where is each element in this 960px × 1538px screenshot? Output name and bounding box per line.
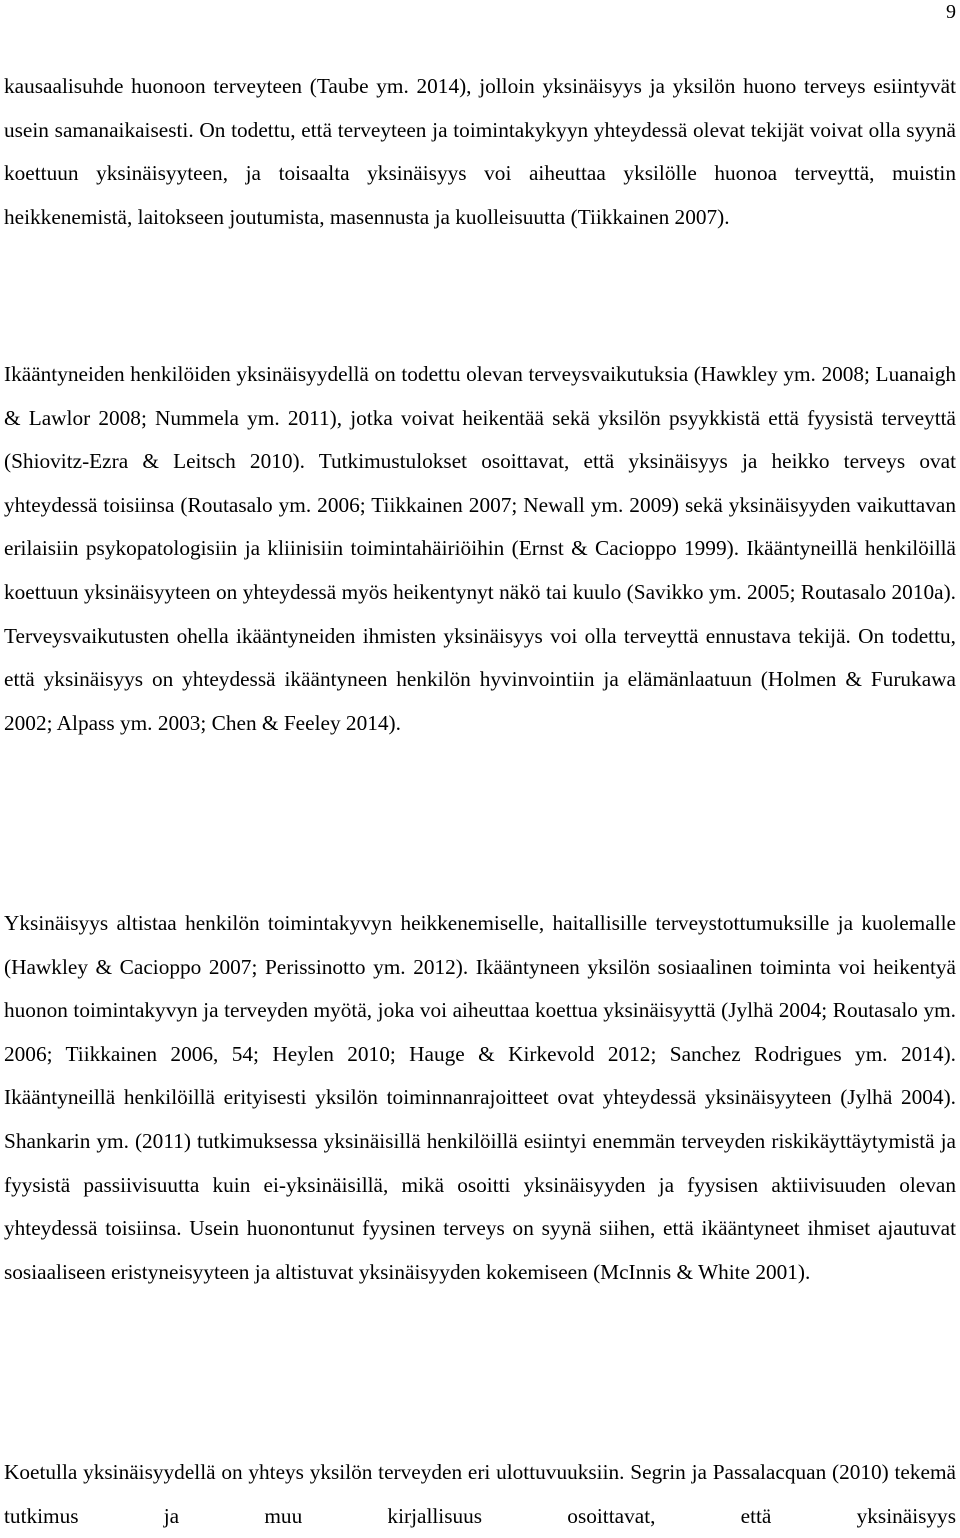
paragraph-3: Yksinäisyys altistaa henkilön toimintakyvyn heikkenemiselle, haitallisille terveystottumuksille ja kuolemalle (Hawkley & Cacioppo 2007; Perissinotto ym. 2012). Ikääntyneen yksilön sosiaalinen toiminta voi heikentyä huonon toimintakyvyn ja terveyden myötä, joka voi aiheuttaa koettua yksinäisyyttä (Jylhä 2004; Routasalo ym. 2006; Tiikkainen 2006, 54; Heylen 2010; Hauge & Kirkevold 2012; Sanchez Rodrigues ym. 2014). Ikääntyneillä henkilöillä erityisesti yksilön toiminnanrajoitteet ovat yhteydessä yksinäisyyteen (Jylhä 2004). Shankarin ym. (2011) tutkimuksessa yksinäisillä henkilöillä esiintyi enemmän terveyden riskikäyttäytymistä ja fyysistä passiivisuutta kuin ei-yksinäisillä, mikä osoitti yksinäisyyden ja fyysisen aktiivisuuden olevan yhteydessä toisiinsa. Usein huonontunut fyysinen terveys on syynä siihen, että ikääntyneet ihmiset ajautuvat sosiaaliseen eristyneisyyteen ja altistuvat yksinäisyyden kokemiseen (McInnis & White 2001). — [4, 911, 956, 1284]
paragraph-4: Koetulla yksinäisyydellä on yhteys yksilön terveyden eri ulottuvuuksiin. Segrin ja Passalacquan (2010) tekemä tutkimus ja muu kirjallisuus osoittavat, että yksinäisyys — [4, 1460, 956, 1528]
page-number: 9 — [946, 1, 956, 23]
paragraph-1: kausaalisuhde huonoon terveyteen (Taube ym. 2014), jolloin yksinäisyys ja yksilön huono terveys esiintyvät usein samanaikaisesti. On todettu, että terveyteen ja toimintakykyyn yhteydessä olevat tekijät voivat olla syynä koettuun yksinäisyyteen, ja toisaalta yksinäisyys voi aiheuttaa yksilölle huonoa terveyttä, muistin heikkenemistä, laitokseen joutumista, masennusta ja kuolleisuutta (Tiikkainen 2007). — [4, 74, 956, 229]
paragraph-2: Ikääntyneiden henkilöiden yksinäisyydellä on todettu olevan terveysvaikutuksia (Hawkley ym. 2008; Luanaigh & Lawlor 2008; Nummela ym. 2011), jotka voivat heikentää sekä yksilön psyykkistä että fyysistä terveyttä (Shiovitz-Ezra & Leitsch 2010). Tutkimustulokset osoittavat, että yksinäisyys ja heikko terveys ovat yhteydessä toisiinsa (Routasalo ym. 2006; Tiikkainen 2007; Newall ym. 2009) sekä yksinäisyyden vaikuttavan erilaisiin psykopatologisiin ja kliinisiin toimintahäiriöihin (Ernst & Cacioppo 1999). Ikääntyneillä henkilöillä koettuun yksinäisyyteen on yhteydessä myös heikentynyt näkö tai kuulo (Savikko ym. 2005; Routasalo 2010a). Terveysvaikutusten ohella ikääntyneiden ihmisten yksinäisyys voi olla terveyttä ennustava tekijä. On todettu, että yksinäisyys on yhteydessä ikääntyneen henkilön hyvinvointiin ja elämänlaatuun (Holmen & Furukawa 2002; Alpass ym. 2003; Chen & Feeley 2014). — [4, 362, 956, 735]
